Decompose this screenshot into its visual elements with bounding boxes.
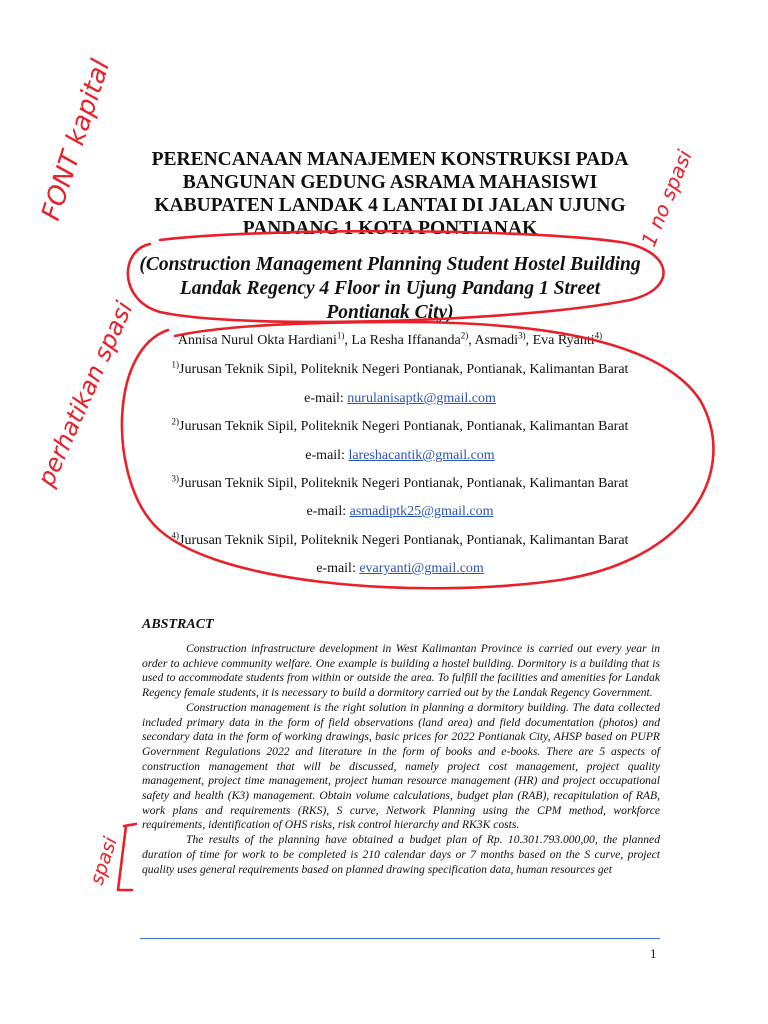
affil-marker: 1) [171,359,180,370]
subtitle-line: Landak Regency 4 Floor in Ujung Pandang 1 Street [179,278,601,299]
affil-marker: 2) [171,416,180,427]
no-spasi-note: 1 no spasi [636,146,697,250]
email-line-4 [140,560,660,578]
font-kapital-note: FONT kapital [36,55,117,225]
title-line: PERENCANAAN MANAJEMEN KONSTRUKSI PADA [151,149,629,170]
email-label: e-mail: [305,448,349,463]
affil-text: Jurusan Teknik Sipil, Politeknik Negeri Pontianak, Pontianak, Kalimantan Barat [179,419,629,434]
affil-text: Jurusan Teknik Sipil, Politeknik Negeri Pontianak, Pontianak, Kalimantan Barat [179,533,629,548]
author-separator: , [344,333,352,348]
affil-text: Jurusan Teknik Sipil, Politeknik Negeri Pontianak, Pontianak, Kalimantan Barat [179,362,629,377]
affil-marker: 3) [171,473,180,484]
abstract-heading: ABSTRACT [142,617,214,632]
author-affil-marker: 4) [594,330,603,341]
abstract-body [142,642,660,877]
author-separator: , [525,333,533,348]
email-line-3 [140,503,660,521]
abstract-paragraph: Construction management is the right solution in planning a dormitory building. The data collected included primary data in the form of field observations (land area) and field documentation (photos) and secondary data in the form of working drawings, basic prices for 2022 Pontianak City, AHSP based on PUPR Government Regulations 2022 and literature in the form of books and e-books. There are 5 aspects of construction management that will be discussed, namely project cost management, project quality management, project time management, project human resource management (HR) and project occupational safety and health (K3) management. Obtain volume calculations, budget plan (RAB), recapitulation of RAB, work plans and requirements (RKS), S curve, Network Planning using the CPM method, workforce requirements, identification of OHS risks, risk control hierarchy and RK3K costs. [142,700,660,832]
affiliation-4 [140,532,660,550]
author-name: La Resha Iffananda [351,333,461,348]
email-link[interactable]: lareshacantik@gmail.com [348,448,495,463]
email-label: e-mail: [316,561,360,576]
left-bracket-mark [118,824,136,890]
author-affil-marker: 3) [518,330,526,341]
paper-title [120,148,660,240]
author-affil-marker: 1) [336,330,345,341]
abstract-paragraph: Construction infrastructure development in West Kalimantan Province is carried out every year in order to achieve community welfare. One example is building a hostel building. Dormitory is a building that is used to accommodate students from within or outside the area. To fulfill the facilities and amenities for Landak Regency female students, it is necessary to build a dormitory carried out by the Landak Regency Government. [142,642,660,700]
author-name: Annisa Nurul Okta Hardiani [177,333,337,348]
affiliation-1 [140,361,660,379]
affiliation-2 [140,418,660,436]
footer-rule [140,938,660,939]
page-number: 1 [650,946,657,961]
affiliation-3 [140,475,660,493]
email-link[interactable]: asmadiptk25@gmail.com [349,504,494,519]
perhatikan-spasi-note: perhatikan spasi [31,297,139,491]
subtitle-line: Pontianak City) [326,302,454,323]
spasi-margin-note: spasi [85,834,122,888]
paper-subtitle [120,253,660,325]
abstract-paragraph: The results of the planning have obtained a budget plan of Rp. 10.301.793.000,00, the planned duration of time for work to be completed is 210 calendar days or 7 months based on the S curve, project quality uses general requirements based on planned drawing specification data, human resources get [142,833,660,876]
author-name: Eva Ryanti [532,333,595,348]
author-name: Asmadi [474,333,519,348]
author-list [120,332,660,350]
email-line-2 [140,447,660,465]
email-label: e-mail: [304,391,348,406]
subtitle-line: (Construction Management Planning Student Hostel Building [139,254,641,275]
title-line: BANGUNAN GEDUNG ASRAMA MAHASISWI [182,172,598,193]
author-affil-marker: 2) [460,330,469,341]
email-label: e-mail: [306,504,350,519]
email-line-1 [140,390,660,408]
affil-marker: 4) [171,530,180,541]
title-line: KABUPATEN LANDAK 4 LANTAI DI JALAN UJUNG [154,195,626,216]
affil-text: Jurusan Teknik Sipil, Politeknik Negeri Pontianak, Pontianak, Kalimantan Barat [179,476,629,491]
email-link[interactable]: nurulanisaptk@gmail.com [347,391,496,406]
email-link[interactable]: evaryanti@gmail.com [359,561,484,576]
author-separator: , [468,333,475,348]
title-line: PANDANG 1 KOTA PONTIANAK [242,218,538,239]
